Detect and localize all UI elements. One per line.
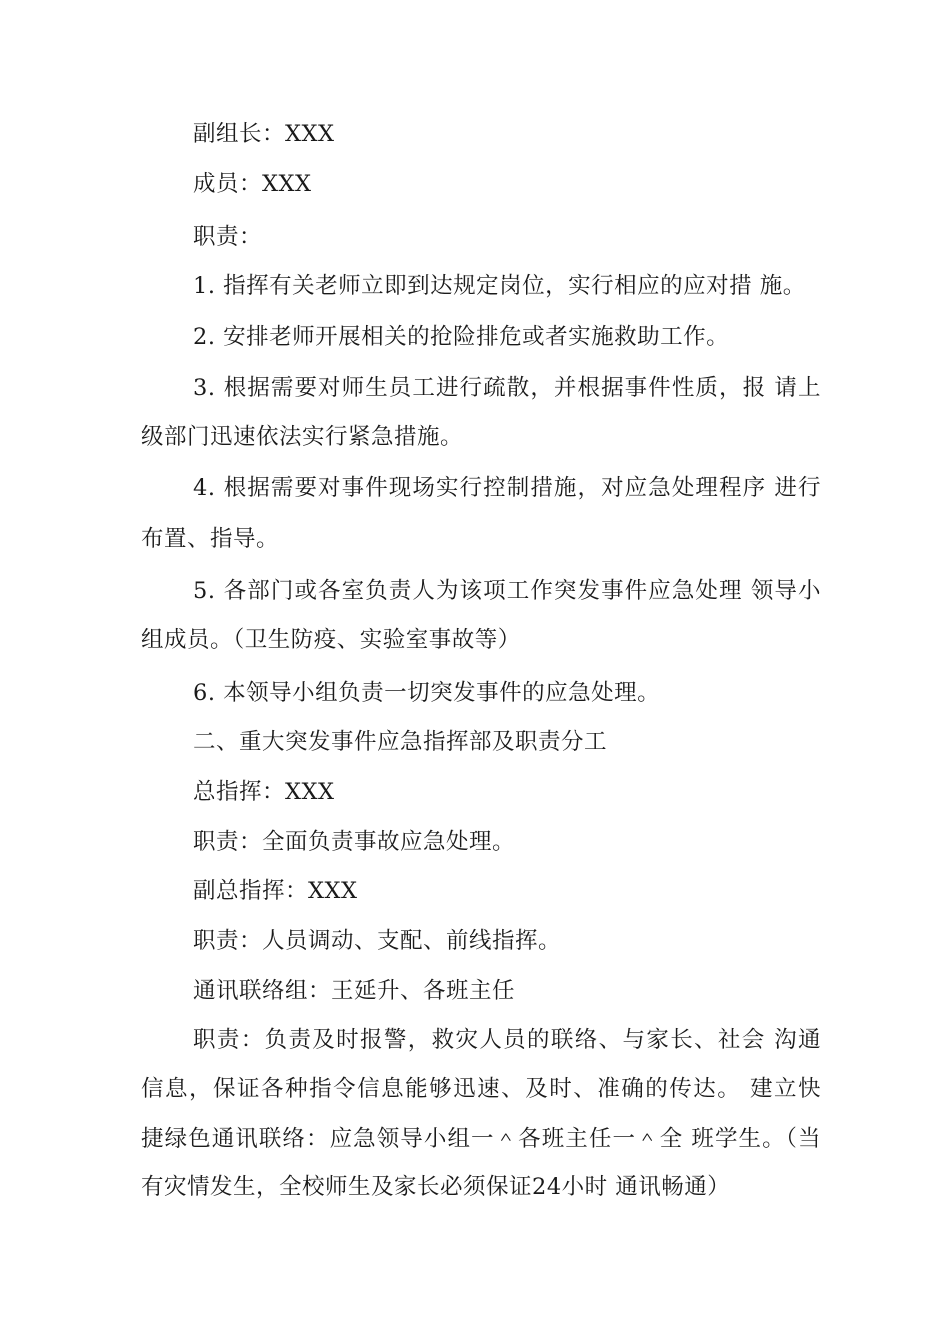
members-line: 成员：XXX <box>193 171 312 197</box>
duty-item-3-continued: 级部门迅速依法实行紧急措施。 <box>141 424 464 450</box>
duty-item-6: 6. 本领导小组负责一切突发事件的应急处理。 <box>193 680 661 706</box>
duty-item-4-continued: 布置、指导。 <box>141 526 280 552</box>
duty-item-4: 4. 根据需要对事件现场实行控制措施，对应急处理程序 进行 <box>193 475 821 501</box>
commander-duties: 职责：全面负责事故应急处理。 <box>193 829 516 855</box>
communication-duties-4: 有灾情发生，全校师生及家长必须保证24小时 通讯畅通） <box>141 1174 731 1200</box>
commander-line: 总指挥：XXX <box>193 779 335 805</box>
deputy-leader-line: 副组长：XXX <box>193 121 335 147</box>
communication-duties-2: 信息，保证各种指令信息能够迅速、及时、准确的传达。 建立快 <box>141 1076 821 1102</box>
duty-item-5: 5. 各部门或各室负责人为该项工作突发事件应急处理 领导小 <box>193 578 821 604</box>
deputy-commander-line: 副总指挥：XXX <box>193 878 358 904</box>
duty-item-5-continued: 组成员。（卫生防疫、实验室事故等） <box>141 627 521 653</box>
communication-duties-1: 职责：负责及时报警，救灾人员的联络、与家长、社会 沟通 <box>193 1027 821 1053</box>
duties-heading: 职责： <box>193 224 263 250</box>
duty-item-1: 1. 指挥有关老师立即到达规定岗位，实行相应的应对措 施。 <box>193 273 806 299</box>
deputy-commander-duties: 职责：人员调动、支配、前线指挥。 <box>193 928 562 954</box>
duty-item-3: 3. 根据需要对师生员工进行疏散，并根据事件性质，报 请上 <box>193 375 821 401</box>
duty-item-2: 2. 安排老师开展相关的抢险排危或者实施救助工作。 <box>193 324 730 350</box>
communication-group-line: 通讯联络组：王延升、各班主任 <box>193 978 516 1004</box>
communication-duties-3: 捷绿色通讯联络：应急领导小组一＾各班主任一＾全 班学生。（当 <box>141 1126 821 1152</box>
section-heading-2: 二、重大突发事件应急指挥部及职责分工 <box>193 729 608 755</box>
